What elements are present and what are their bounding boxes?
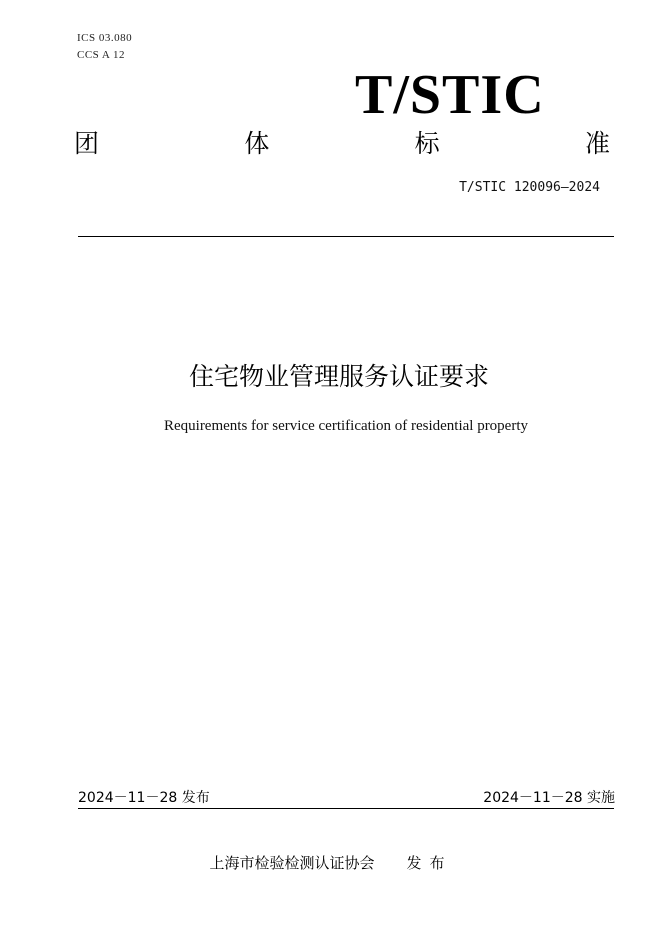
category-char-1: 团	[74, 129, 100, 158]
standard-logo: T/STIC	[355, 64, 545, 126]
document-title-chinese: 住宅物业管理服务认证要求	[188, 362, 489, 391]
implementation-date: 2024－11－28 实施	[483, 790, 615, 806]
ics-code: ICS 03.080	[77, 32, 133, 44]
publisher-name: 上海市检验检测认证协会	[209, 854, 375, 872]
issue-date: 2024－11－28 发布	[78, 790, 210, 806]
document-title-english: Requirements for service certification of residential property	[163, 418, 529, 434]
standard-number: T/STIC 120096—2024	[459, 180, 600, 195]
standard-category	[74, 128, 610, 160]
category-char-4: 准	[584, 129, 610, 158]
top-divider	[78, 236, 614, 237]
publisher-line	[0, 852, 662, 874]
ccs-code: CCS A 12	[77, 49, 126, 61]
category-char-3: 标	[414, 129, 440, 158]
bottom-divider	[78, 808, 614, 809]
publisher-verb: 发布	[406, 854, 453, 872]
category-char-2: 体	[244, 129, 270, 158]
